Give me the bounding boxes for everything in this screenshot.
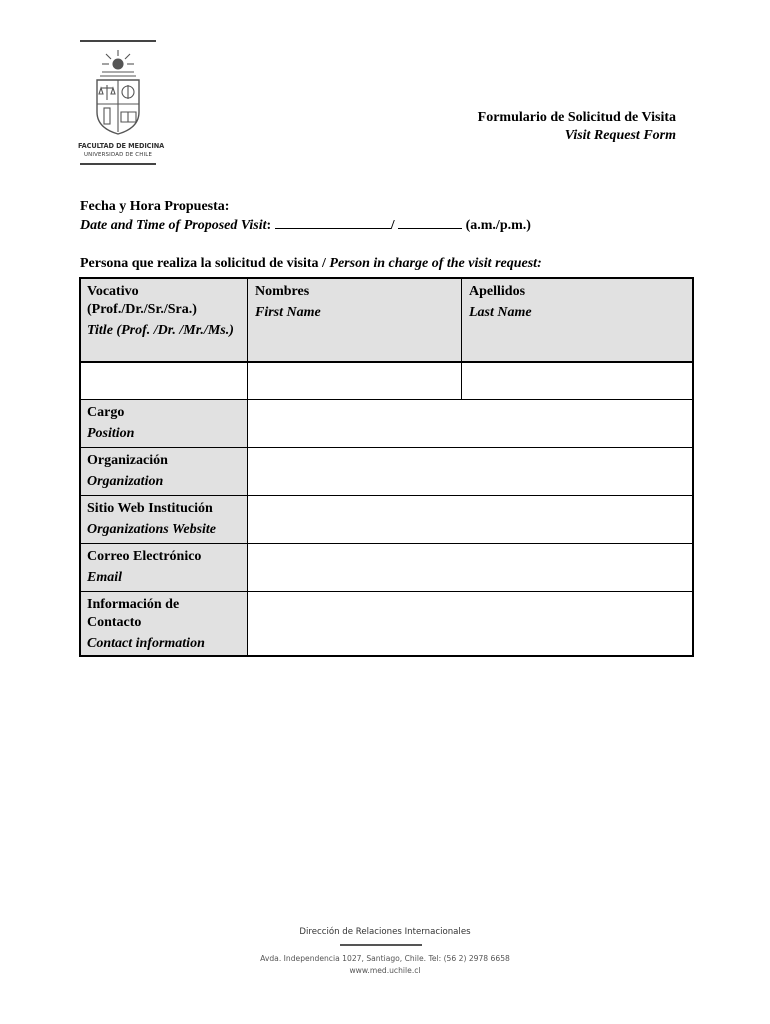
header-title [87,283,237,340]
position-input-cell[interactable] [249,400,691,447]
footer-rule [340,944,422,946]
proposed-date-colon: : [266,218,272,233]
header-first-name [255,283,455,322]
form-title [478,109,676,145]
person-heading-en: Person in charge of the visit request: [329,256,542,271]
table-border-right [692,277,694,657]
row-divider [79,495,694,496]
header-last-name-es: Apellidos [469,284,526,299]
form-title-en: Visit Request Form [564,128,676,143]
row-label-website [87,500,243,539]
header-title-es: Vocativo (Prof./Dr./Sr./Sra.) [87,284,197,317]
person-heading [80,256,542,272]
row-label-organization [87,452,243,491]
logo-bottom-rule [80,163,156,165]
row-divider [79,399,694,400]
ampm-label: (a.m./p.m.) [465,218,531,233]
row-label-en: Position [87,426,135,441]
footer-website[interactable]: www.med.uchile.cl [349,966,421,975]
row-label-es: Organización [87,453,168,468]
logo-faculty-name: FACULTAD DE MEDICINA [78,142,165,150]
row-label-contact [87,596,217,653]
last-name-input-cell[interactable] [463,364,691,398]
row-label-en: Organization [87,474,164,489]
column-divider [461,277,462,400]
organization-input-cell[interactable] [249,448,691,495]
form-title-es: Formulario de Solicitud de Visita [477,110,676,125]
row-divider [79,543,694,544]
header-last-name [469,283,669,322]
table-border-left [79,277,81,657]
header-divider [79,361,694,363]
university-crest-icon [88,48,148,140]
table-border-top [79,277,694,279]
requester-table [79,277,694,657]
email-input-cell[interactable] [249,544,691,591]
row-label-en: Contact information [87,636,205,651]
title-input-cell[interactable] [81,364,247,398]
proposed-date-label-en: Date and Time of Proposed Visit [80,218,267,233]
row-label-email [87,548,243,587]
row-label-es: Cargo [87,405,125,420]
header-last-name-en: Last Name [469,305,532,320]
header-title-en: Title (Prof. /Dr. /Mr./Ms.) [87,323,234,338]
first-name-input-cell[interactable] [249,364,461,398]
person-heading-es: Persona que realiza la solicitud de visita / [80,256,326,271]
date-time-separator: / [390,218,395,233]
row-label-es: Correo Electrónico [87,549,202,564]
time-field[interactable] [398,216,462,229]
header-first-name-en: First Name [255,305,321,320]
column-divider [247,277,248,657]
row-label-en: Organizations Website [87,522,217,537]
logo-top-rule [80,40,156,42]
contact-input-cell[interactable] [249,592,691,656]
header-first-name-es: Nombres [255,284,310,299]
website-input-cell[interactable] [249,496,691,543]
proposed-date-label-es: Fecha y Hora Propuesta: [80,199,230,214]
row-label-en: Email [87,570,123,585]
row-divider [79,447,694,448]
date-field[interactable] [275,216,391,229]
table-border-bottom [79,655,694,657]
proposed-date-block [80,198,531,235]
footer-address: Avda. Independencia 1027, Santiago, Chile. Tel: (56 2) 2978 6658 [260,954,510,963]
row-divider [79,591,694,592]
logo [78,38,165,168]
row-label-es: Sitio Web Institución [87,501,213,516]
row-label-position [87,404,243,443]
logo-university-name: UNIVERSIDAD DE CHILE [83,152,153,158]
row-label-es: Información de Contacto [87,597,180,630]
footer-department: Dirección de Relaciones Internacionales [299,927,471,937]
